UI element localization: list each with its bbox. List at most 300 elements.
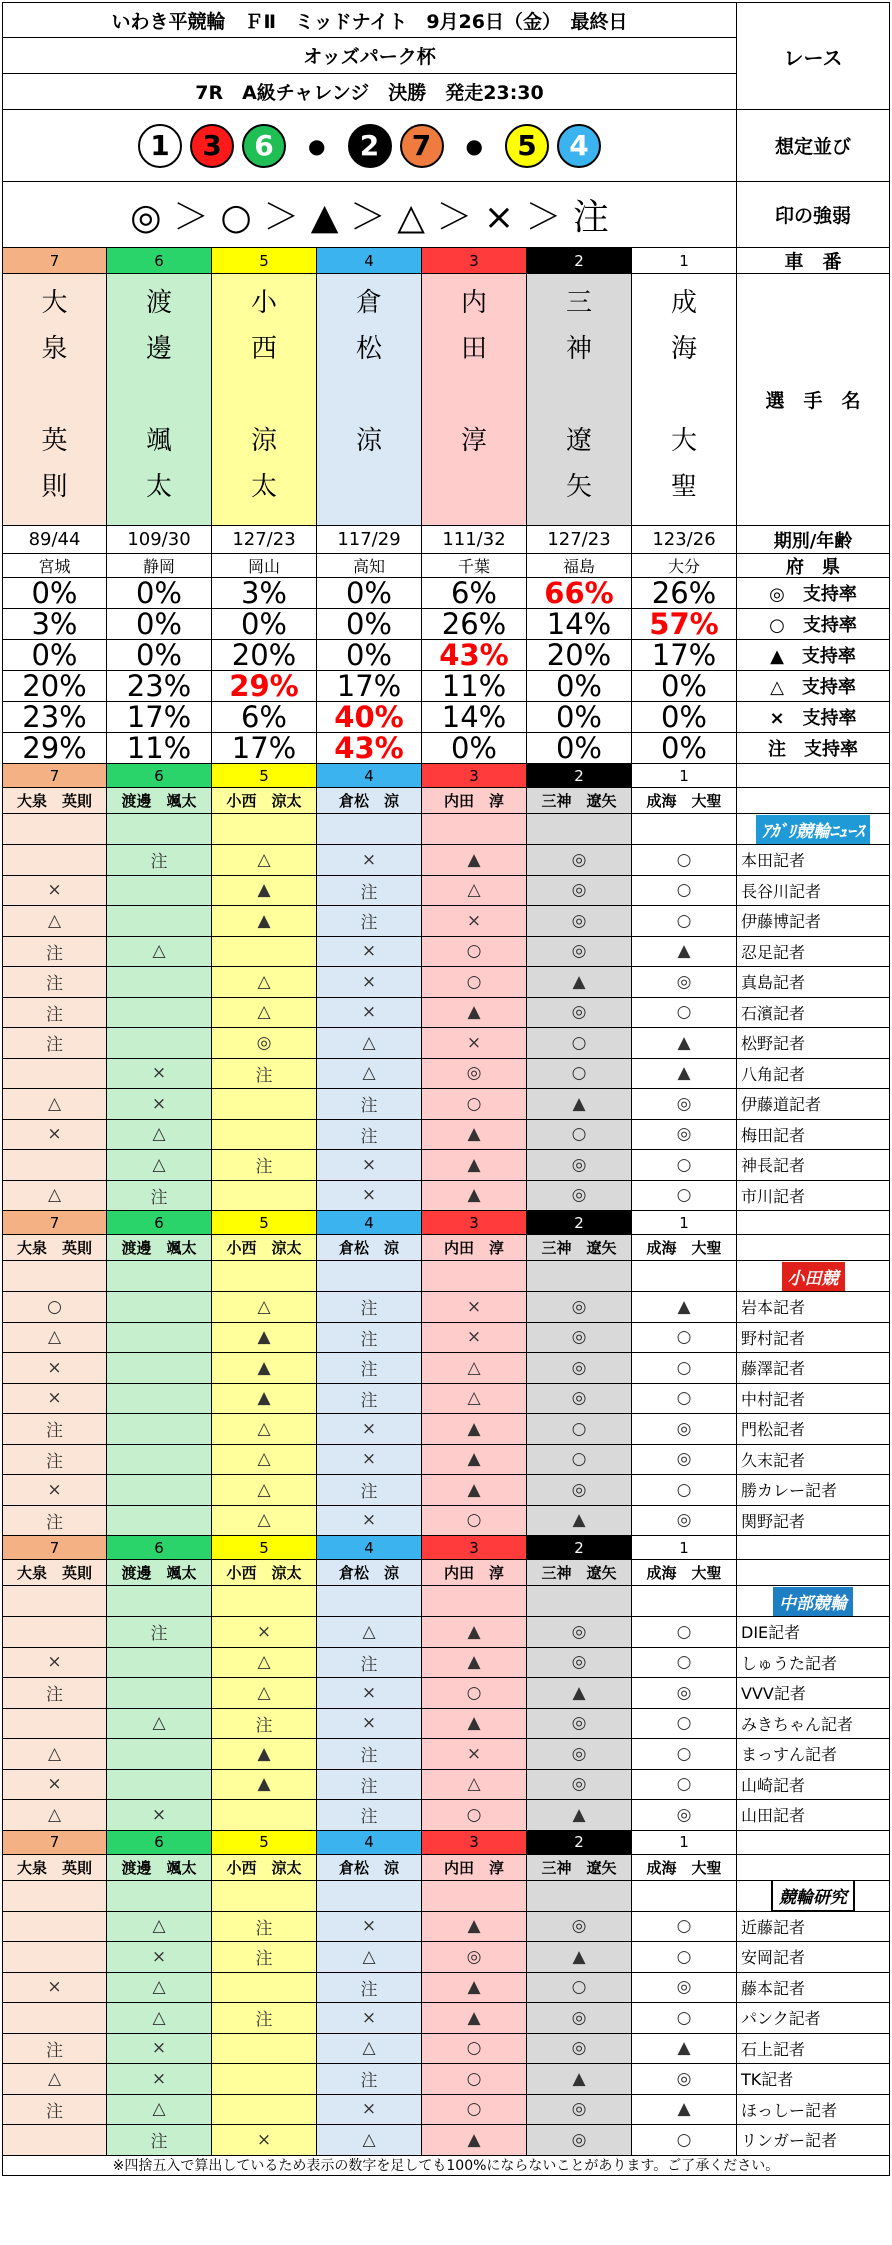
pick-mark xyxy=(107,998,212,1029)
pick-mark xyxy=(107,1028,212,1059)
pick-mark: △ xyxy=(107,937,212,968)
support-rate-row xyxy=(2,578,890,609)
pub-rider-short: 内田 淳 xyxy=(422,1560,527,1586)
rider-name-char: 遼 xyxy=(565,426,592,456)
support-rate-value: 0% xyxy=(107,640,212,671)
pub-rider-short: 大泉 英則 xyxy=(2,1855,107,1881)
publication-logo: 小田競 xyxy=(782,1262,845,1291)
rider-name-char: 則 xyxy=(41,472,68,502)
line-prediction-row xyxy=(2,110,890,182)
pick-mark xyxy=(107,1739,212,1770)
pick-mark: ◎ xyxy=(527,1617,632,1648)
car-number-3: 3 xyxy=(422,1536,527,1560)
car-circle-6: 6 xyxy=(242,124,286,168)
pick-mark: ○ xyxy=(632,1739,737,1770)
pick-mark: ▲ xyxy=(422,1709,527,1740)
pick-mark: ○ xyxy=(422,2064,527,2095)
pub-rider-short: 小西 涼太 xyxy=(212,1235,317,1261)
car-number-6: 6 xyxy=(107,248,212,274)
support-rate-label: ▲ 支持率 xyxy=(737,640,890,671)
pick-mark xyxy=(2,1617,107,1648)
pick-row xyxy=(2,1445,890,1476)
pick-mark: 注 xyxy=(317,2064,422,2095)
car-number-row xyxy=(2,248,890,274)
pick-mark xyxy=(107,1648,212,1679)
pick-mark xyxy=(107,1445,212,1476)
pick-mark xyxy=(212,1800,317,1831)
pick-row xyxy=(2,1120,890,1151)
pick-mark: × xyxy=(107,1059,212,1090)
support-rate-value: 11% xyxy=(107,733,212,764)
pick-mark: △ xyxy=(107,1912,212,1943)
rider-name-char: 矢 xyxy=(565,472,592,502)
pick-row xyxy=(2,937,890,968)
pick-mark: × xyxy=(2,1475,107,1506)
pick-mark: × xyxy=(317,1709,422,1740)
pick-mark: △ xyxy=(212,1414,317,1445)
pick-mark: △ xyxy=(422,1384,527,1415)
support-rate-value: 6% xyxy=(422,578,527,609)
rider-period: 109/30 xyxy=(107,526,212,554)
reporter-name: 梅田記者 xyxy=(737,1120,890,1151)
pub-logo-spacer xyxy=(317,814,422,845)
pub-rider-spacer xyxy=(737,788,890,814)
pub-header-spacer xyxy=(737,764,890,788)
pick-mark: 注 xyxy=(212,1709,317,1740)
car-number-1: 1 xyxy=(632,1211,737,1235)
support-rate-value: 20% xyxy=(212,640,317,671)
reporter-name: 関野記者 xyxy=(737,1506,890,1537)
pick-mark: ○ xyxy=(422,1800,527,1831)
pick-mark: 注 xyxy=(107,845,212,876)
pick-mark: ◎ xyxy=(632,1678,737,1709)
pick-mark: △ xyxy=(107,1709,212,1740)
pick-mark xyxy=(2,2003,107,2034)
pick-mark: ◎ xyxy=(527,845,632,876)
pick-mark: ▲ xyxy=(212,906,317,937)
rider-name-char: 神 xyxy=(565,334,592,364)
pick-mark: × xyxy=(2,876,107,907)
support-rate-value: 14% xyxy=(422,702,527,733)
reporter-name: 八角記者 xyxy=(737,1059,890,1090)
pick-mark: × xyxy=(2,1384,107,1415)
support-rate-value: 0% xyxy=(2,640,107,671)
pub-logo-spacer xyxy=(632,1586,737,1617)
car-circle-7: 7 xyxy=(400,124,444,168)
pick-mark: ○ xyxy=(422,1506,527,1537)
pick-mark: ▲ xyxy=(422,1445,527,1476)
pick-mark: 注 xyxy=(317,876,422,907)
pub-rider-short: 小西 涼太 xyxy=(212,1560,317,1586)
rider-name-1 xyxy=(632,274,737,526)
rider-prefecture: 大分 xyxy=(632,554,737,578)
rider-name-char: 海 xyxy=(670,334,697,364)
rider-name-7 xyxy=(2,274,107,526)
pick-mark: ▲ xyxy=(212,1323,317,1354)
support-rate-value: 0% xyxy=(527,733,632,764)
pick-mark: 注 xyxy=(2,1414,107,1445)
rider-name-char: 泉 xyxy=(41,334,68,364)
pick-mark xyxy=(2,2125,107,2156)
pub-logo-spacer xyxy=(2,1586,107,1617)
pick-mark: × xyxy=(317,1181,422,1212)
pick-mark: ○ xyxy=(632,2003,737,2034)
period-row xyxy=(2,526,890,554)
pick-mark: ◎ xyxy=(527,1181,632,1212)
pick-mark: △ xyxy=(212,967,317,998)
pub-rider-short: 三神 遼矢 xyxy=(527,1235,632,1261)
support-rate-label: ◎ 支持率 xyxy=(737,578,890,609)
pick-row xyxy=(2,2125,890,2156)
pick-mark: × xyxy=(317,2003,422,2034)
publication-logo: 中部競輪 xyxy=(773,1587,853,1616)
rider-name-char: 西 xyxy=(250,334,277,364)
pub-car-number-row xyxy=(2,1536,890,1560)
pick-mark: 注 xyxy=(317,1973,422,2004)
support-rate-value: 0% xyxy=(2,578,107,609)
support-rate-value: 43% xyxy=(422,640,527,671)
pick-mark: 注 xyxy=(212,1942,317,1973)
rider-name-char: 颯 xyxy=(145,426,172,456)
pick-mark: △ xyxy=(107,1973,212,2004)
pick-mark: 注 xyxy=(317,1089,422,1120)
pub-logo-spacer xyxy=(2,1881,107,1912)
rider-name-label: 選 手 名 xyxy=(737,274,890,526)
car-number-7: 7 xyxy=(2,248,107,274)
reporter-name: 真島記者 xyxy=(737,967,890,998)
rider-name-char: 松 xyxy=(355,334,382,364)
rider-name-6 xyxy=(107,274,212,526)
pick-mark: ○ xyxy=(527,1973,632,2004)
pick-mark: ◎ xyxy=(632,1506,737,1537)
support-rate-value: 0% xyxy=(317,640,422,671)
pub-logo-spacer xyxy=(632,1261,737,1292)
pick-mark: ▲ xyxy=(527,1506,632,1537)
pick-mark: × xyxy=(107,1800,212,1831)
race-subtitle: オッズパーク杯 xyxy=(2,38,737,74)
car-number-4: 4 xyxy=(317,248,422,274)
pick-mark: × xyxy=(317,998,422,1029)
pick-mark: × xyxy=(422,1323,527,1354)
pick-mark: ◎ xyxy=(632,1120,737,1151)
pick-mark: ◎ xyxy=(527,1475,632,1506)
support-rate-value: 43% xyxy=(317,733,422,764)
rider-name-char: 涼 xyxy=(250,426,277,456)
pref-label: 府 県 xyxy=(737,554,890,578)
pick-mark: ▲ xyxy=(212,1353,317,1384)
pick-row xyxy=(2,1678,890,1709)
reporter-name: リンガー記者 xyxy=(737,2125,890,2156)
car-number-2: 2 xyxy=(527,1536,632,1560)
pick-mark: 注 xyxy=(2,2034,107,2065)
car-circle-3: 3 xyxy=(190,124,234,168)
pick-mark: 注 xyxy=(317,906,422,937)
pub-logo-spacer xyxy=(107,1261,212,1292)
pick-mark: ○ xyxy=(527,1120,632,1151)
rider-name-char: 邊 xyxy=(145,334,172,364)
pick-mark: △ xyxy=(2,1089,107,1120)
pick-mark: 注 xyxy=(317,1648,422,1679)
pick-mark xyxy=(2,1912,107,1943)
rider-name-2 xyxy=(527,274,632,526)
pick-mark: × xyxy=(2,1770,107,1801)
rider-name-char: 英 xyxy=(41,426,68,456)
reporter-name: 長谷川記者 xyxy=(737,876,890,907)
support-rate-value: 23% xyxy=(107,671,212,702)
line-prediction xyxy=(2,110,737,182)
pick-row xyxy=(2,1475,890,1506)
pick-row xyxy=(2,1617,890,1648)
pick-mark: 注 xyxy=(2,998,107,1029)
pick-mark xyxy=(107,906,212,937)
pick-mark: ◎ xyxy=(632,1973,737,2004)
pref-row xyxy=(2,554,890,578)
pick-mark: × xyxy=(317,2095,422,2126)
pub-logo-spacer xyxy=(107,1881,212,1912)
pub-logo-spacer xyxy=(212,814,317,845)
car-number-5: 5 xyxy=(212,764,317,788)
pub-logo-spacer xyxy=(2,1261,107,1292)
rider-prefecture: 福島 xyxy=(527,554,632,578)
pub-rider-short: 成海 大聖 xyxy=(632,1560,737,1586)
reporter-name: 石濱記者 xyxy=(737,998,890,1029)
rider-period: 127/23 xyxy=(212,526,317,554)
pick-mark: 注 xyxy=(2,2095,107,2126)
pick-row xyxy=(2,998,890,1029)
support-rate-label: △ 支持率 xyxy=(737,671,890,702)
pick-mark: △ xyxy=(2,1181,107,1212)
pick-mark: 注 xyxy=(2,1445,107,1476)
pick-mark: ▲ xyxy=(632,2034,737,2065)
pub-logo xyxy=(737,1261,890,1292)
rider-period: 117/29 xyxy=(317,526,422,554)
pick-mark xyxy=(107,1414,212,1445)
pub-logo-spacer xyxy=(527,1881,632,1912)
pick-mark: × xyxy=(422,1739,527,1770)
pick-row xyxy=(2,1800,890,1831)
reporter-name: 山崎記者 xyxy=(737,1770,890,1801)
pick-mark: × xyxy=(422,1292,527,1323)
pick-mark: △ xyxy=(107,1150,212,1181)
pub-rider-row xyxy=(2,1560,890,1586)
rider-name-char: 涼 xyxy=(355,426,382,456)
pick-mark xyxy=(2,1709,107,1740)
car-number-2: 2 xyxy=(527,1211,632,1235)
pick-mark: ◎ xyxy=(632,1800,737,1831)
pick-mark: 注 xyxy=(2,967,107,998)
pick-mark: × xyxy=(317,967,422,998)
support-rate-row xyxy=(2,609,890,640)
pick-mark: ▲ xyxy=(422,1617,527,1648)
support-rate-value: 26% xyxy=(422,609,527,640)
pick-mark: ○ xyxy=(527,1414,632,1445)
support-rate-value: 23% xyxy=(2,702,107,733)
support-rate-value: 0% xyxy=(107,609,212,640)
pick-mark: ◎ xyxy=(527,2034,632,2065)
pub-rider-short: 倉松 涼 xyxy=(317,788,422,814)
pick-mark: 注 xyxy=(2,1028,107,1059)
pick-mark: × xyxy=(317,845,422,876)
pick-mark: ◎ xyxy=(527,1150,632,1181)
pick-mark: △ xyxy=(317,1617,422,1648)
pick-mark: ○ xyxy=(632,1770,737,1801)
pick-mark: × xyxy=(2,1648,107,1679)
car-number-3: 3 xyxy=(422,764,527,788)
pub-rider-spacer xyxy=(737,1560,890,1586)
pick-mark: ◎ xyxy=(212,1028,317,1059)
rider-name-char: 大 xyxy=(41,288,68,318)
car-number-3: 3 xyxy=(422,1831,527,1855)
rider-prefecture: 宮城 xyxy=(2,554,107,578)
car-number-4: 4 xyxy=(317,764,422,788)
pick-mark: ▲ xyxy=(527,2064,632,2095)
pub-logo-spacer xyxy=(212,1261,317,1292)
pick-mark: × xyxy=(317,1912,422,1943)
pub-logo-spacer xyxy=(632,814,737,845)
pick-mark: ○ xyxy=(422,2095,527,2126)
reporter-name: 門松記者 xyxy=(737,1414,890,1445)
support-rate-value: 3% xyxy=(212,578,317,609)
pick-mark: ○ xyxy=(422,1089,527,1120)
pick-mark xyxy=(107,1475,212,1506)
rider-name-char: 田 xyxy=(460,334,487,364)
pick-mark: ▲ xyxy=(632,1059,737,1090)
pick-mark: △ xyxy=(212,845,317,876)
pick-mark: ◎ xyxy=(527,1353,632,1384)
car-number-1: 1 xyxy=(632,1536,737,1560)
race-sheet xyxy=(2,2,890,2241)
pick-mark: × xyxy=(107,1942,212,1973)
support-rate-row xyxy=(2,640,890,671)
pick-mark: ▲ xyxy=(632,2095,737,2126)
pick-mark xyxy=(2,1150,107,1181)
car-number-6: 6 xyxy=(107,1536,212,1560)
pick-mark: ◎ xyxy=(527,1709,632,1740)
rider-period: 89/44 xyxy=(2,526,107,554)
pick-mark: ▲ xyxy=(422,998,527,1029)
pick-mark: ▲ xyxy=(422,2003,527,2034)
car-circle-4: 4 xyxy=(557,124,601,168)
pick-mark: ◎ xyxy=(527,937,632,968)
pick-mark xyxy=(107,876,212,907)
rider-period: 123/26 xyxy=(632,526,737,554)
support-rate-value: 29% xyxy=(2,733,107,764)
reporter-name: パンク記者 xyxy=(737,2003,890,2034)
car-number-6: 6 xyxy=(107,1831,212,1855)
pub-logo-spacer xyxy=(422,1586,527,1617)
pick-mark: 注 xyxy=(107,1617,212,1648)
pick-mark: 注 xyxy=(107,2125,212,2156)
pub-logo-spacer xyxy=(107,814,212,845)
pick-mark: ▲ xyxy=(422,2125,527,2156)
rider-name-3 xyxy=(422,274,527,526)
pick-row xyxy=(2,1942,890,1973)
pub-logo-spacer xyxy=(317,1261,422,1292)
pick-mark: 注 xyxy=(212,1912,317,1943)
reporter-name: しゅうた記者 xyxy=(737,1648,890,1679)
pick-mark xyxy=(212,2034,317,2065)
pick-mark: ▲ xyxy=(527,1089,632,1120)
pick-row xyxy=(2,1506,890,1537)
pick-mark: ◎ xyxy=(527,998,632,1029)
support-rate-value: 0% xyxy=(317,578,422,609)
mark-order: ◎ ＞ ○ ＞ ▲ ＞ △ ＞ × ＞ 注 xyxy=(2,182,737,248)
reporter-name: 伊藤博記者 xyxy=(737,906,890,937)
support-rate-label: ○ 支持率 xyxy=(737,609,890,640)
pick-mark: ◎ xyxy=(632,967,737,998)
pick-mark: 注 xyxy=(317,1475,422,1506)
pick-row xyxy=(2,1414,890,1445)
pick-mark: ▲ xyxy=(422,1414,527,1445)
pick-mark: ○ xyxy=(527,1028,632,1059)
support-rate-value: 17% xyxy=(212,733,317,764)
pick-mark: ◎ xyxy=(632,1445,737,1476)
reporter-name: まっすん記者 xyxy=(737,1739,890,1770)
car-number-7: 7 xyxy=(2,1211,107,1235)
rider-name-row xyxy=(2,274,890,526)
pub-rider-short: 三神 遼矢 xyxy=(527,788,632,814)
pub-header-spacer xyxy=(737,1536,890,1560)
pick-mark: ◎ xyxy=(527,2095,632,2126)
pub-logo-spacer xyxy=(527,1586,632,1617)
pick-mark: × xyxy=(212,2125,317,2156)
pick-mark: △ xyxy=(212,1445,317,1476)
pick-mark: ○ xyxy=(632,1323,737,1354)
pub-rider-short: 倉松 涼 xyxy=(317,1235,422,1261)
pick-mark: △ xyxy=(422,1770,527,1801)
pick-mark: ○ xyxy=(632,876,737,907)
pub-rider-spacer xyxy=(737,1855,890,1881)
support-rate-value: 0% xyxy=(422,733,527,764)
pub-logo-spacer xyxy=(632,1881,737,1912)
pick-mark: × xyxy=(422,1028,527,1059)
race-label: レース xyxy=(737,2,890,110)
pick-mark: 注 xyxy=(2,1506,107,1537)
pub-logo xyxy=(737,814,890,845)
support-rate-value: 0% xyxy=(632,733,737,764)
pick-mark: ▲ xyxy=(527,1800,632,1831)
rider-name-char: 聖 xyxy=(670,472,697,502)
pub-car-number-row xyxy=(2,1211,890,1235)
pick-mark: ▲ xyxy=(422,1181,527,1212)
reporter-name: 松野記者 xyxy=(737,1028,890,1059)
reporter-name: 勝カレー記者 xyxy=(737,1475,890,1506)
support-rate-value: 17% xyxy=(632,640,737,671)
pick-mark: ▲ xyxy=(422,1912,527,1943)
pick-mark: ◎ xyxy=(632,1089,737,1120)
pick-row xyxy=(2,1973,890,2004)
pub-rider-spacer xyxy=(737,1235,890,1261)
pub-rider-short: 渡邊 颯太 xyxy=(107,1855,212,1881)
pub-header-spacer xyxy=(737,1831,890,1855)
pick-row xyxy=(2,1181,890,1212)
pick-row xyxy=(2,967,890,998)
pub-logo-spacer xyxy=(107,1586,212,1617)
pick-mark xyxy=(212,937,317,968)
pick-mark: ◎ xyxy=(527,876,632,907)
pick-mark: × xyxy=(317,1678,422,1709)
pub-rider-short: 三神 遼矢 xyxy=(527,1560,632,1586)
pick-mark: 注 xyxy=(317,1353,422,1384)
pick-mark xyxy=(2,845,107,876)
pick-mark: 注 xyxy=(317,1120,422,1151)
support-rate-value: 3% xyxy=(2,609,107,640)
pub-logo-spacer xyxy=(317,1586,422,1617)
pick-mark: ○ xyxy=(632,1648,737,1679)
pick-mark: ◎ xyxy=(527,1323,632,1354)
pub-rider-short: 渡邊 颯太 xyxy=(107,1560,212,1586)
pick-mark: ▲ xyxy=(422,1973,527,2004)
